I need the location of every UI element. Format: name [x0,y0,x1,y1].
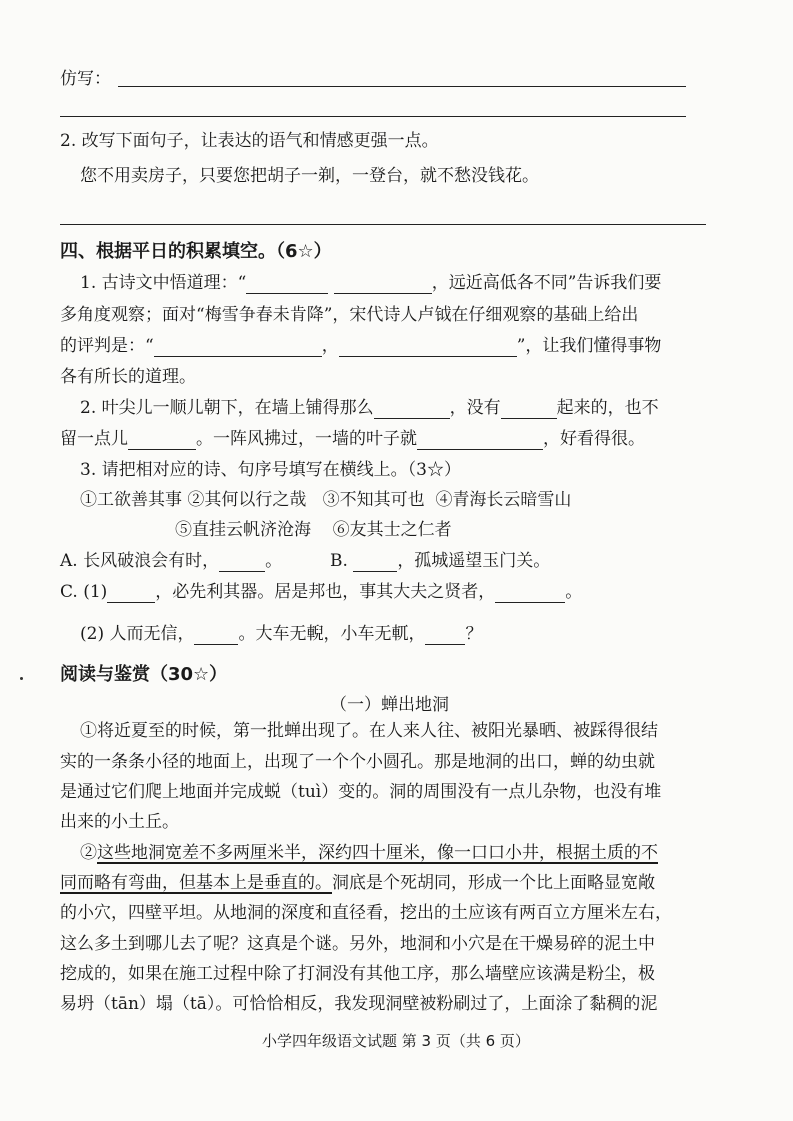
s4-q1-text-a: 1. 古诗文中悟道理：“ [80,273,247,293]
imitate-answer-line-1[interactable] [118,86,686,87]
p2-line-5: 挖成的，如果在施工过程中除了打洞没有其他工序，那么墙壁应该满是粉尘，极 [60,964,655,984]
section4-heading: 四、根据平日的积累填空。（6☆） [60,241,332,262]
s4-q2-line1 [80,397,659,419]
option-5: ⑤直挂云帆济沧海 [175,520,311,540]
s4-q3-title: 3. 请把相对应的诗、句序号填写在横线上。（3☆） [80,460,461,480]
s4-q2-blank-2[interactable] [501,401,557,419]
stray-mark [20,677,23,680]
s4-q1-blank-2[interactable] [334,276,432,294]
p2-line-6: 易坍（tān）塌（tā）。可恰恰相反，我发现洞壁被粉刷过了，上面涂了黏稠的泥 [60,994,658,1014]
s4-q2-blank-1[interactable] [374,401,450,419]
option-4: ④青海长云暗雪山 [435,490,572,510]
s4-q2-blank-4[interactable] [417,432,543,450]
s4-line-a [60,550,282,572]
s4-q2-text-c: 起来的，也不 [556,398,659,418]
s4-q1-line3 [60,335,661,357]
p2-line-4: 这么多土到哪儿去了呢？这真是个谜。另外，地洞和小穴是在干燥易碎的泥土中 [60,934,655,954]
s4-q2-text-f: ，好看得很。 [543,429,645,449]
s4-q1-text-e: ”，让我们懂得事物 [516,336,662,356]
p2-line-2-rest: 洞底是个死胡同，形成一个比上面略显宽敞 [332,873,655,893]
imitate-answer-line-2[interactable] [60,116,686,117]
line-b-blank[interactable] [353,554,397,572]
option-6: ⑥友其士之仁者 [332,520,452,540]
s4-q2-text-d: 留一点儿 [60,429,128,449]
line-2-text-b: 。大车无輗，小车无軏， [238,624,426,644]
line-c-label: C. (1) [60,582,108,602]
line-a-text: A. 长风破浪会有时， [60,551,220,571]
line-b-label: B. [330,551,348,571]
s4-line-2 [80,623,482,645]
s4-q1-blank-4[interactable] [339,339,517,357]
s4-q1-text-d: ， [321,336,339,356]
p2-line-2 [60,872,655,894]
line-2-text-a: (2) 人而无信， [80,624,195,644]
p2-line-3: 的小穴，四壁平坦。从地洞的深度和直径看，挖出的土应该有两百立方厘米左右， [60,903,672,923]
s4-q1-text-b: ，远近高低各不同”告诉我们要 [431,273,662,293]
s4-q1-blank-3[interactable] [154,339,322,357]
line-a-end: 。 [265,551,283,571]
line-a-blank[interactable] [219,554,265,572]
line-2-blank-2[interactable] [425,627,465,645]
p1-line-2: 实的一条条小径的地面上，出现了一个个小圆孔。那是地洞的出口，蝉的幼虫就 [60,752,655,772]
reading-heading: 阅读与鉴赏（30☆） [60,664,228,685]
s4-q2-text-e: 。一阵风拂过，一墙的叶子就 [196,429,417,449]
line-c-blank-2[interactable] [495,585,565,603]
s4-options-row1 [80,489,571,511]
s4-q2-line2 [60,428,645,450]
q2-prompt: 2. 改写下面句子，让表达的语气和情感更强一点。 [60,131,439,151]
line-c-end: 。 [565,582,583,602]
s4-q2-text-b: ，没有 [449,398,501,418]
line-b-text: ，孤城遥望玉门关。 [397,551,551,571]
option-1: ①工欲善其事 [80,490,182,510]
q2-answer-line[interactable] [60,224,706,225]
s4-q1-line4: 各有所长的道理。 [60,367,196,387]
s4-q2-blank-3[interactable] [128,432,196,450]
s4-line-c [60,581,582,603]
imitate-label: 仿写： [60,69,111,89]
option-3: ③不知其可也 [322,490,425,510]
p1-line-4: 出来的小土丘。 [60,812,179,832]
p2-marker: ② [80,843,97,863]
s4-q1-line2: 多角度观察；面对“梅雪争春未肯降”，宋代诗人卢钺在仔细观察的基础上给出 [60,305,639,325]
line-2-blank-1[interactable] [194,627,238,645]
p2-underlined-1: 这些地洞宽差不多两厘米半，深约四十厘米，像一口口小井，根据土质的不 [97,843,658,863]
page-footer: 小学四年级语文试题 第 3 页（共 6 页） [262,1032,530,1050]
option-2: ②其何以行之哉 [187,490,307,510]
line-c-text: ，必先利其器。居是邦也，事其大夫之贤者， [155,582,496,602]
s4-line-b [330,550,550,572]
s4-q1-text-c: 的评判是：“ [60,336,154,356]
p2-line-1 [80,842,658,864]
p1-line-1: ①将近夏至的时候，第一批蝉出现了。在人来人往、被阳光暴晒、被踩得很结 [80,721,658,741]
s4-options-row2 [175,519,452,541]
s4-q1-blank-1[interactable] [246,276,328,294]
p2-underlined-2: 同而略有弯曲，但基本上是垂直的。 [60,873,332,893]
q2-sentence: 您不用卖房子，只要您把胡子一剃，一登台，就不愁没钱花。 [80,166,539,186]
line-c-blank-1[interactable] [107,585,155,603]
s4-q2-text-a: 2. 叶尖儿一顺儿朝下，在墙上铺得那么 [80,398,374,418]
passage-title: （一）蝉出地洞 [330,695,449,715]
s4-q1-line1 [80,272,661,294]
line-2-end: ？ [465,624,483,644]
p1-line-3: 是通过它们爬上地面并完成蜕（tuì）变的。洞的周围没有一点儿杂物，也没有堆 [60,782,662,802]
